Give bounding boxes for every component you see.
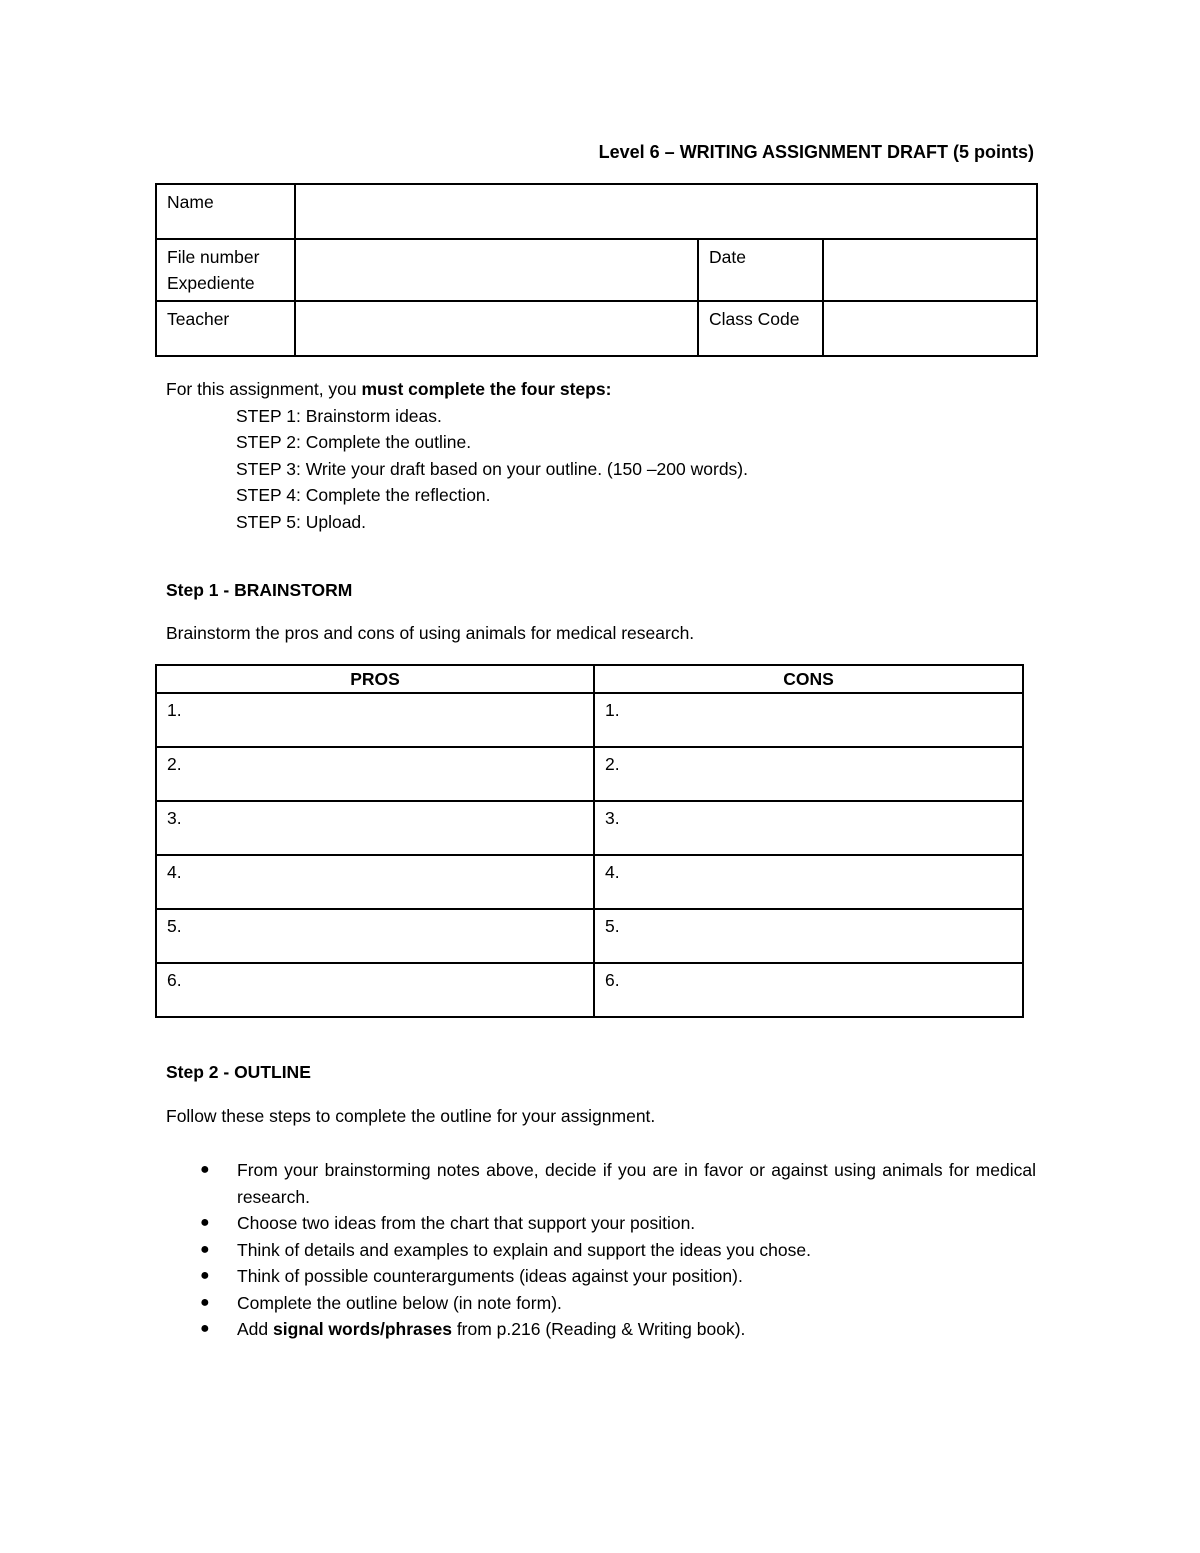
file-number-field[interactable] (295, 239, 698, 301)
bullet-icon: ● (200, 1267, 210, 1284)
file-number-label (156, 239, 295, 301)
step-item-3: STEP 3: Write your draft based on your outline. (150 –200 words). (236, 458, 748, 479)
step1-heading: Step 1 - BRAINSTORM (166, 580, 353, 600)
step-item-2: STEP 2: Complete the outline. (236, 432, 472, 452)
table-row (156, 963, 1023, 1017)
bullet-text: Choose two ideas from the chart that support your position. (237, 1213, 696, 1233)
table-row (156, 909, 1023, 963)
step1-instruction: Brainstorm the pros and cons of using animals for medical research. (166, 623, 695, 643)
name-field[interactable] (295, 184, 1037, 239)
cons-cell-4[interactable]: 4. (594, 855, 1023, 909)
bullet-text: Complete the outline below (in note form). (237, 1292, 562, 1313)
list-item (200, 1290, 1036, 1317)
class-code-field[interactable] (823, 301, 1037, 356)
step2-heading: Step 2 - OUTLINE (166, 1062, 311, 1082)
cons-cell-3[interactable]: 3. (594, 801, 1023, 855)
list-item (200, 1316, 1036, 1343)
assignment-steps (166, 376, 748, 535)
teacher-field[interactable] (295, 301, 698, 356)
date-field[interactable] (823, 239, 1037, 301)
name-label: Name (156, 184, 295, 239)
page-title: Level 6 – WRITING ASSIGNMENT DRAFT (5 points) (598, 142, 1034, 162)
list-item (200, 1157, 1036, 1210)
pros-cell-4[interactable]: 4. (156, 855, 594, 909)
file-number-row (156, 239, 1037, 301)
pros-cell-5[interactable]: 5. (156, 909, 594, 963)
step2-instruction: Follow these steps to complete the outline for your assignment. (166, 1106, 656, 1126)
steps-lead-bold: must complete the four steps: (361, 379, 612, 399)
bullet-text-prefix: Add (237, 1319, 273, 1339)
date-label: Date (698, 239, 823, 301)
bullet-text-bold: signal words/phrases (273, 1319, 452, 1339)
cons-cell-5[interactable]: 5. (594, 909, 1023, 963)
cons-cell-2[interactable]: 2. (594, 747, 1023, 801)
step-item-4: STEP 4: Complete the reflection. (236, 485, 491, 505)
table-row (156, 855, 1023, 909)
pros-cell-3[interactable]: 3. (156, 801, 594, 855)
cons-header: CONS (594, 665, 1023, 693)
table-row (156, 693, 1023, 747)
step-item-5: STEP 5: Upload. (236, 511, 367, 532)
pros-header: PROS (156, 665, 594, 693)
teacher-row (156, 301, 1037, 356)
pros-cell-6[interactable]: 6. (156, 963, 594, 1017)
pros-cons-table (155, 664, 1024, 1018)
teacher-label: Teacher (156, 301, 295, 356)
table-row (156, 747, 1023, 801)
file-number-text: File number (167, 247, 260, 267)
name-row (156, 184, 1037, 239)
cons-cell-6[interactable]: 6. (594, 963, 1023, 1017)
bullet-icon: ● (200, 1240, 210, 1258)
list-item (200, 1237, 1036, 1264)
class-code-label: Class Code (698, 301, 823, 356)
expediente-text: Expediente (167, 273, 255, 293)
pros-cons-header-row (156, 665, 1023, 693)
table-row (156, 801, 1023, 855)
bullet-text: From your brainstorming notes above, decide if you are in favor or against using animals for medical research. (237, 1160, 1036, 1207)
pros-cell-2[interactable]: 2. (156, 747, 594, 801)
steps-lead (166, 376, 748, 403)
bullet-icon: ● (200, 1214, 210, 1231)
pros-cell-1[interactable]: 1. (156, 693, 594, 747)
bullet-text: Think of possible counterarguments (ideas against your position). (237, 1266, 743, 1286)
bullet-icon: ● (200, 1161, 210, 1178)
steps-lead-text: For this assignment, you (166, 379, 362, 399)
bullet-icon: ● (200, 1293, 210, 1311)
student-info-table (155, 183, 1038, 357)
bullet-text-suffix: from p.216 (Reading & Writing book). (451, 1319, 746, 1339)
bullet-icon: ● (200, 1320, 210, 1337)
step-item-1: STEP 1: Brainstorm ideas. (236, 405, 442, 426)
outline-bullet-list (200, 1157, 1036, 1343)
cons-cell-1[interactable]: 1. (594, 693, 1023, 747)
list-item (200, 1210, 1036, 1237)
list-item (200, 1263, 1036, 1290)
bullet-text: Think of details and examples to explain and support the ideas you chose. (237, 1239, 811, 1260)
